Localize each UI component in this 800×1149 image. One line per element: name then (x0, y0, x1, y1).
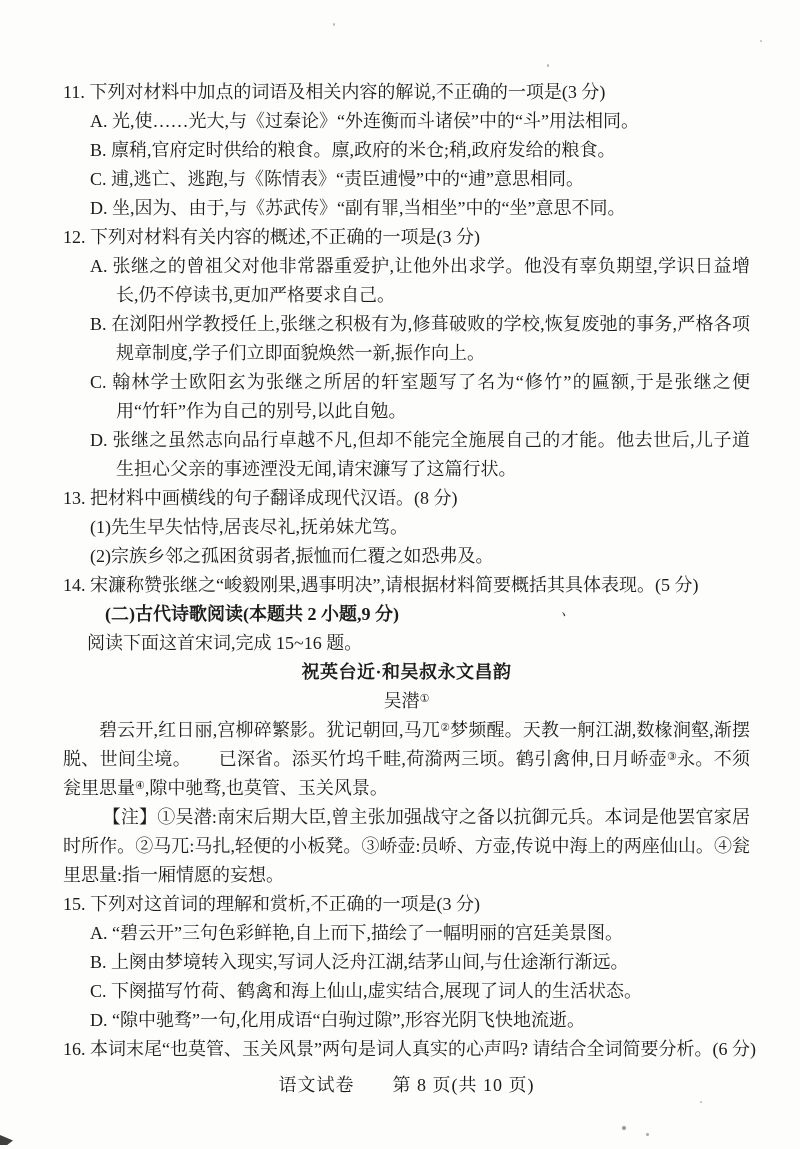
note-ref-4: ④ (135, 780, 145, 792)
poem-text (63, 716, 750, 803)
q15-option-d: D. “隙中驰骛”一句,化用成语“白驹过隙”,形容光阴飞快地流逝。 (90, 1010, 585, 1030)
q15-stem: 15. 下列对这首词的理解和赏析,不正确的一项是(3 分) (63, 894, 480, 914)
q11-option-d: D. 坐,因为、由于,与《苏武传》“副有罪,当相坐”中的“坐”意思不同。 (90, 198, 626, 218)
scan-speck (760, 40, 762, 42)
q12-block (63, 223, 750, 484)
q11-option-b: B. 廪稍,官府定时供给的粮食。廪,政府的米仓;稍,政府发给的粮食。 (90, 140, 616, 160)
q16-stem: 16. 本词末尾“也莫管、玉关风景”两句是词人真实的心声吗? 请结合全词简要分析。(6 分) (63, 1039, 756, 1059)
author-name: 吴潜 (383, 691, 420, 711)
q11-stem: 11. 下列对材料中加点的词语及相关内容的解说,不正确的一项是(3 分) (63, 82, 606, 102)
poem-segment-4: ,隙中驰骛,也莫管、玉关风景。 (144, 778, 388, 798)
poem-segment-1: 碧云开,红日丽,宫柳碎繁影。犹记朝回,马兀 (99, 720, 441, 740)
scan-speck (700, 1101, 702, 1103)
q11-option-a: A. 光,使……光大,与《过秦论》“外连衡而斗诸侯”中的“斗”用法相同。 (90, 111, 639, 131)
scan-speck (333, 23, 335, 26)
note-ref-2: ② (440, 722, 451, 734)
q13-block (63, 484, 750, 571)
scan-corner-mark (0, 1135, 13, 1145)
q12-option-b: B. 在浏阳州学教授任上,张继之积极有为,修葺破败的学校,恢复废弛的事务,严格各项规章制度,学子们立即面貌焕然一新,振作向上。 (90, 314, 750, 363)
q11-option-c: C. 逋,逃亡、逃跑,与《陈情表》“责臣逋慢”中的“逋”意思相同。 (90, 169, 584, 189)
q14-stem: 14. 宋濂称赞张继之“峻毅刚果,遇事明决”,请根据材料简要概括其具体表现。(5 分) (63, 575, 699, 595)
pen-tick-mark: 、 (560, 602, 579, 622)
poem-segment-3: 永。不须瓮里思量 (63, 749, 750, 798)
q11-block (63, 78, 750, 223)
poem-title: 祝英台近·和吴叔永文昌韵 (301, 662, 512, 682)
q15-option-b: B. 上阕由梦境转入现实,写词人泛舟江湖,结茅山间,与仕途渐行渐远。 (90, 952, 629, 972)
poem-notes: 【注】①吴潜:南宋后期大臣,曾主张加强战守之备以抗御元兵。本词是他罢官家居时所作。②马兀:马扎,轻便的小板凳。③峤壶:员峤、方壶,传说中海上的两座仙山。④瓮里思量:指一厢情愿的妄想。 (63, 807, 750, 885)
poem-author (63, 687, 750, 716)
q12-option-c: C. 翰林学士欧阳玄为张继之所居的轩室题写了名为“修竹”的匾额,于是张继之便用“竹轩”作为自己的别号,以此自勉。 (90, 372, 750, 421)
q13-item-1: (1)先生早失怙恃,居丧尽礼,抚弟妹尤笃。 (90, 517, 408, 537)
poem-segment-2: 梦频醒。天教一舸江湖,数椽涧壑,渐摆脱、世间尘境。 已深省。添买竹坞千畦,荷漪两三顷。鹤引禽伸,日月峤壶 (63, 720, 750, 769)
q12-option-d: D. 张继之虽然志向品行卓越不凡,但却不能完全施展自己的才能。他去世后,儿子道生担心父亲的事迹湮没无闻,请宋濂写了这篇行状。 (90, 430, 750, 479)
q13-stem: 13. 把材料中画横线的句子翻译成现代汉语。(8 分) (63, 488, 458, 508)
scan-speck (622, 1126, 626, 1130)
section2-heading: (二)古代诗歌阅读(本题共 2 小题,9 分) (105, 604, 399, 624)
q12-option-a: A. 张继之的曾祖父对他非常器重爱护,让他外出求学。他没有辜负期望,学识日益增长,仍不停读书,更加严格要求自己。 (90, 256, 750, 305)
scan-speck (646, 1133, 649, 1136)
q12-stem: 12. 下列对材料有关内容的概述,不正确的一项是(3 分) (63, 227, 480, 247)
q15-block (63, 890, 750, 1035)
note-ref-3: ③ (666, 751, 678, 763)
page-footer: 语文试卷 第 8 页(共 10 页) (278, 1075, 535, 1095)
q13-item-2: (2)宗族乡邻之孤困贫弱者,振恤而仁覆之如恐弗及。 (90, 546, 494, 566)
q15-option-c: C. 下阕描写竹荷、鹤禽和海上仙山,虚实结合,展现了词人的生活状态。 (90, 981, 643, 1001)
scan-speck (547, 64, 549, 67)
q15-option-a: A. “碧云开”三句色彩鲜艳,自上而下,描绘了一幅明丽的宫廷美景图。 (90, 923, 623, 943)
reading-instruction: 阅读下面这首宋词,完成 15~16 题。 (87, 633, 363, 653)
author-note-ref: ① (419, 693, 430, 705)
